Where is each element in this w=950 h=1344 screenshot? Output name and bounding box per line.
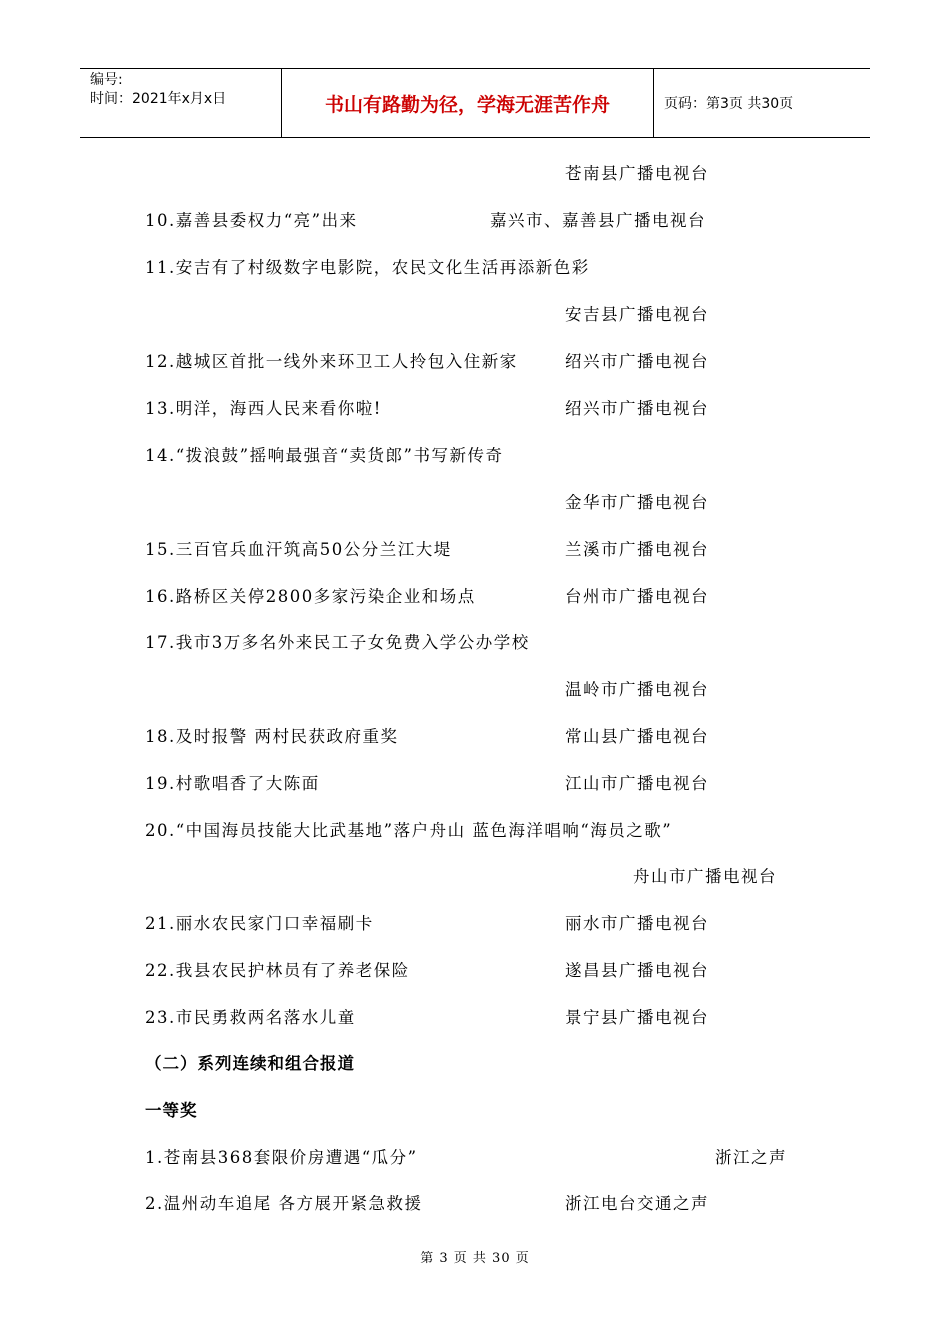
item-org-13: 江山市广播电视台 — [565, 774, 709, 793]
section-heading: （二）系列连续和组合报道 — [145, 1054, 355, 1073]
item-org-7: 金华市广播电视台 — [565, 493, 709, 512]
header-page-number: 页码：第3页 共30页 — [664, 96, 794, 112]
item-org-9: 台州市广播电视台 — [565, 587, 709, 606]
item-title-8: 15.三百官兵血汗筑高50公分兰江大堤 — [145, 540, 452, 559]
document-date: 时间：2021年x月x日 — [90, 91, 227, 107]
item-title-4: 12.越城区首批一线外来环卫工人拎包入住新家 — [145, 352, 518, 371]
prize-heading: 一等奖 — [145, 1101, 198, 1120]
item-org-4: 绍兴市广播电视台 — [565, 352, 709, 371]
item-title-9: 16.路桥区关停2800多家污染企业和场点 — [145, 587, 476, 606]
item-title-2: 11.安吉有了村级数字电影院，农民文化生活再添新色彩 — [145, 258, 590, 277]
item-org-8: 兰溪市广播电视台 — [565, 540, 709, 559]
item-org-5: 绍兴市广播电视台 — [565, 399, 709, 418]
item-title-6: 14.“拨浪鼓”摇响最强音“卖货郎”书写新传奇 — [145, 446, 504, 465]
item-title-14: 20.“中国海员技能大比武基地”落户舟山 蓝色海洋唱响“海员之歌” — [145, 821, 673, 840]
item-org-15: 舟山市广播电视台 — [633, 867, 777, 886]
page-header — [80, 68, 870, 138]
item-org-0: 苍南县广播电视台 — [565, 164, 709, 183]
item-title-10: 17.我市3万多名外来民工子女免费入学公办学校 — [145, 633, 530, 652]
item-org-3: 安吉县广播电视台 — [565, 305, 709, 324]
header-meta — [80, 69, 282, 137]
prize-item-org-0: 浙江之声 — [715, 1148, 787, 1167]
item-org-1: 嘉兴市、嘉善县广播电视台 — [490, 211, 706, 230]
prize-item-title-0: 1.苍南县368套限价房遭遇“瓜分” — [145, 1148, 418, 1167]
item-title-12: 18.及时报警 两村民获政府重奖 — [145, 727, 399, 746]
item-title-5: 13.明洋，海西人民来看你啦! — [145, 399, 382, 418]
item-org-12: 常山县广播电视台 — [565, 727, 709, 746]
item-org-16: 丽水市广播电视台 — [565, 914, 709, 933]
item-title-1: 10.嘉善县委权力“亮”出来 — [145, 211, 358, 230]
item-org-18: 景宁县广播电视台 — [565, 1008, 709, 1027]
header-motto: 书山有路勤为径，学海无涯苦作舟 — [282, 69, 654, 137]
item-title-17: 22.我县农民护林员有了养老保险 — [145, 961, 410, 980]
item-title-18: 23.市民勇救两名落水儿童 — [145, 1008, 356, 1027]
item-title-13: 19.村歌唱香了大陈面 — [145, 774, 320, 793]
item-title-16: 21.丽水农民家门口幸福刷卡 — [145, 914, 374, 933]
prize-item-org-1: 浙江电台交通之声 — [565, 1194, 709, 1213]
page-footer: 第 3 页 共 30 页 — [420, 1251, 530, 1266]
item-org-11: 温岭市广播电视台 — [565, 680, 709, 699]
document-number-label: 编号: — [90, 72, 123, 88]
prize-item-title-1: 2.温州动车追尾 各方展开紧急救援 — [145, 1194, 423, 1213]
item-org-17: 遂昌县广播电视台 — [565, 961, 709, 980]
